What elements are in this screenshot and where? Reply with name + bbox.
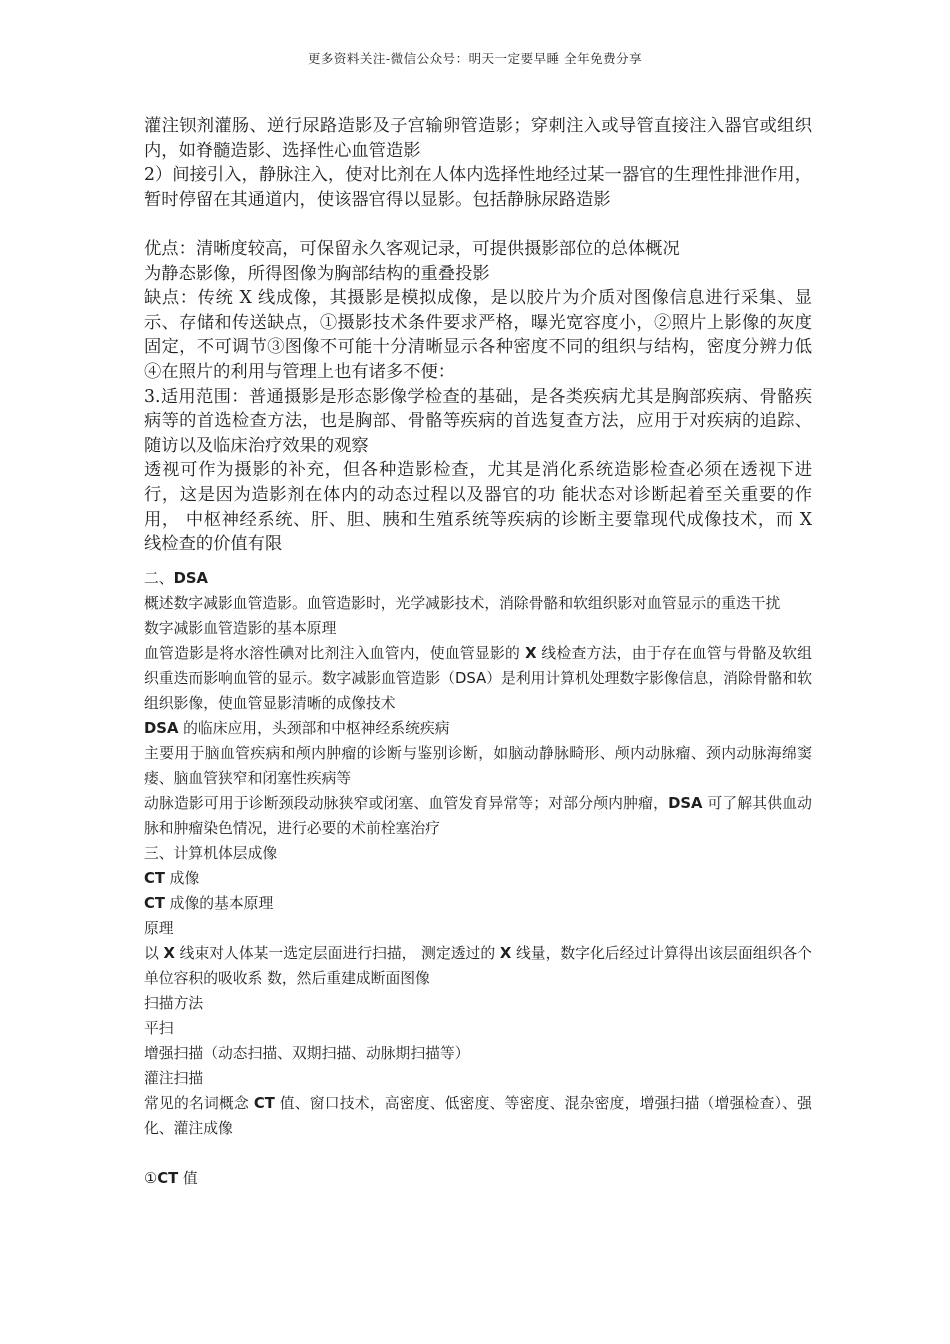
paragraph-dsa-overview: 概述数字减影血管造影。血管造影时，光学减影技术，消除骨骼和软组织影对血管显示的重迭干扰 — [144, 595, 781, 612]
heading-dsa: 二、DSA — [144, 570, 209, 587]
paragraph-dsa-clinical-title: DSA 的临床应用，头颈部和中枢神经系统疾病 — [144, 720, 450, 737]
xray-section — [144, 114, 812, 557]
heading-ct: 三、计算机体层成像 — [144, 845, 278, 862]
paragraph-static-image: 为静态影像，所得图像为胸部结构的重叠投影 — [144, 263, 490, 284]
paragraph-disadvantages: 缺点：传统 X 线成像，其摄影是模拟成像，是以胶片为介质对图像信息进行采集、显示、存储和传送缺点，①摄影技术条件要求严格，曝光宽容度小，②照片上影像的灰度固定，不可调节③图像不可能十分清晰显示各种密度不同的组织与结构，密度分辨力低④在照片的利用与管理上也有诸多不便： — [144, 288, 812, 382]
paragraph-scope: 3.适用范围：普通摄影是形态影像学检查的基础，是各类疾病尤其是胸部疾病、骨骼疾病等的首选检查方法，也是胸部、骨骼等疾病的首选复查方法，应用于对疾病的追踪、随访以及临床治疗效果的观察 — [144, 386, 812, 456]
page-header: 更多资料关注-微信公众号：明天一定要早睡 全年免费分享 — [307, 51, 643, 66]
paragraph-ct-principle: 以 X 线束对人体某一选定层面进行扫描， 测定透过的 X 线量，数字化后经过计算得出该层面组织各个单位容积的吸收系 数，然后重建成断面图像 — [144, 945, 812, 987]
dsa-ct-section — [144, 566, 812, 1191]
paragraph-ct-imaging: CT 成像 — [144, 870, 200, 887]
paragraph-dsa-uses: 主要用于脑血管疾病和颅内肿瘤的诊断与鉴别诊断，如脑动静脉畸形、颅内动脉瘤、颈内动脉海绵窦瘘、脑血管狭窄和闭塞性疾病等 — [144, 745, 812, 787]
paragraph-enhanced-scan: 增强扫描（动态扫描、双期扫描、动脉期扫描等） — [144, 1045, 470, 1062]
paragraph-contrast-indirect: 2）间接引入，静脉注入，使对比剂在人体内选择性地经过某一器官的生理性排泄作用，暂时停留在其通道内，使该器官得以显影。包括静脉尿路造影 — [144, 165, 812, 210]
paragraph-ct-principle-label: 原理 — [144, 920, 174, 937]
paragraph-advantages: 优点：清晰度较高，可保留永久客观记录，可提供摄影部位的总体概况 — [144, 238, 680, 259]
paragraph-contrast-direct: 灌注钡剂灌肠、逆行尿路造影及子宫输卵管造影；穿刺注入或导管直接注入器官或组织内，如脊髓造影、选择性心血管造影 — [144, 116, 812, 161]
paragraph-dsa-principle-title: 数字减影血管造影的基本原理 — [144, 620, 337, 637]
paragraph-ct-principle-title: CT 成像的基本原理 — [144, 895, 274, 912]
paragraph-perfusion-scan: 灌注扫描 — [144, 1070, 204, 1087]
paragraph-plain-scan: 平扫 — [144, 1020, 174, 1037]
paragraph-dsa-arterial: 动脉造影可用于诊断颈段动脉狭窄或闭塞、血管发育异常等；对部分颅内肿瘤，DSA 可了解其供血动脉和肿瘤染色情况，进行必要的术前栓塞治疗 — [144, 795, 812, 837]
paragraph-fluoroscopy: 透视可作为摄影的补充，但各种造影检查，尤其是消化系统造影检查必须在透视下进行，这是因为造影剂在体内的动态过程以及器官的功 能状态对诊断起着至关重要的作用， 中枢神经系统、肝、胆、胰和生殖系统等疾病的诊断主要靠现代成像技术，而 X 线检查的价值有限 — [144, 460, 812, 555]
paragraph-scan-methods: 扫描方法 — [144, 995, 204, 1012]
paragraph-common-terms: 常见的名词概念 CT 值、窗口技术，高密度、低密度、等密度、混杂密度，增强扫描（增强检查）、强化、灌注成像 — [144, 1095, 812, 1137]
paragraph-dsa-principle: 血管造影是将水溶性碘对比剂注入血管内，使血管显影的 X 线检查方法，由于存在血管与骨骼及软组织重迭而影响血管的显示。数字减影血管造影（DSA）是利用计算机处理数字影像信息，消除骨骼和软组织影像，使血管显影清晰的成像技术 — [144, 645, 812, 712]
paragraph-ct-value: ①CT 值 — [144, 1170, 198, 1187]
